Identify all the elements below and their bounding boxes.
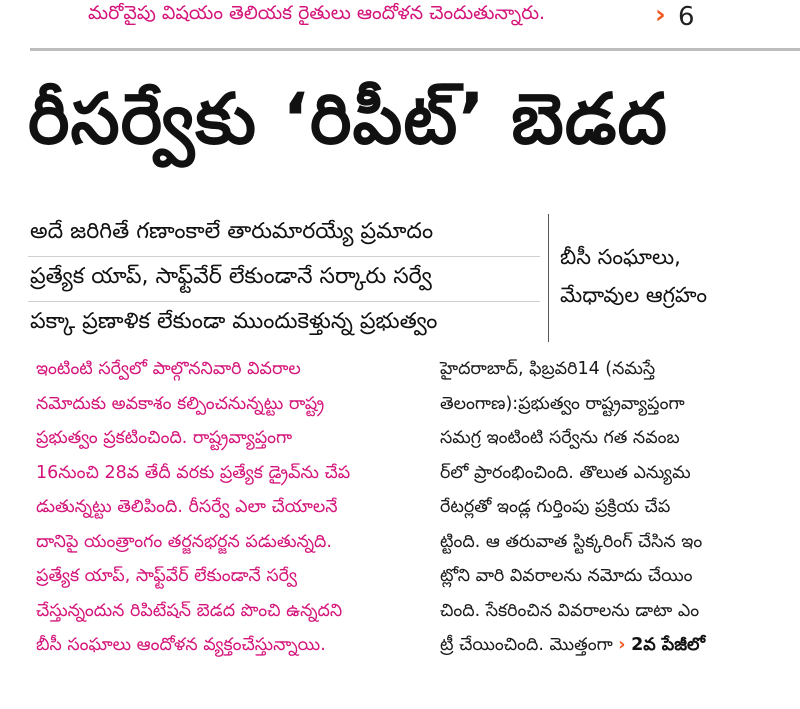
- text-line: ట్రీ చేయించింది. మొత్తంగా: [440, 635, 613, 655]
- side-deck: [560, 238, 707, 314]
- text-line: దానిపై యంత్రాంగం తర్జనభర్జన పడుతున్నది.: [36, 531, 332, 552]
- text-line: డుతున్నట్టు తెలిపింది. రీసర్వే ఎలా చేయాలనే: [36, 497, 338, 517]
- separator-rule: [30, 48, 800, 51]
- text-line: ప్రత్యేక యాప్, సాఫ్ట్‌వేర్ లేకుండానే సర్వే: [36, 566, 298, 586]
- left-column-text: [36, 352, 421, 663]
- text-line: ట్లోని వారి వివరాలను నమోదు చేయిం: [440, 566, 693, 586]
- teaser-page-number: 6: [678, 2, 695, 32]
- text-line: ర్‌లో ప్రారంభించింది. తొలుత ఎన్యుమ: [440, 462, 691, 483]
- text-line: సమగ్ర ఇంటింటి సర్వేను గత నవంబ: [440, 428, 680, 448]
- text-line-last: [440, 628, 780, 663]
- deck-line: ప్రత్యేక యాప్, సాఫ్ట్‌వేర్ లేకుండానే సర్కారు సర్వే: [28, 257, 540, 302]
- text-line: నమోదుకు అవకాశం కల్పించనున్నట్టు రాష్ట్ర: [36, 393, 325, 414]
- text-line: హైదరాబాద్, ఫిబ్రవరి14 (నమస్తే: [440, 359, 656, 379]
- text-line: చేస్తున్నందున రిపిటేషన్ బెడద పొంచి ఉన్నదని: [36, 600, 343, 621]
- continuation-link[interactable]: 2వ పేజీలో: [631, 635, 706, 655]
- side-deck-line: బీసీ సంఘాలు,: [560, 245, 681, 269]
- subheadline-decks: [28, 212, 540, 346]
- text-line: ట్టింది. ఆ తరువాత స్టిక్కరింగ్ చేసిన ఇం: [440, 531, 703, 552]
- headline: రీసర్వేకు ‘రిపీట్’ బెడద: [28, 78, 668, 160]
- side-deck-line: మేధావుల ఆగ్రహం: [560, 283, 708, 307]
- text-line: తెలంగాణ):ప్రభుత్వం రాష్ట్రవ్యాప్తంగా: [440, 393, 685, 414]
- chevron-right-icon: ›: [655, 0, 666, 30]
- text-line: ప్రభుత్వం ప్రకటించింది. రాష్ట్రవ్యాప్తంగా: [36, 428, 293, 448]
- top-teaser-strip: [0, 0, 800, 38]
- text-line: బీసీ సంఘాలు ఆందోళన వ్యక్తంచేస్తున్నాయి.: [36, 635, 326, 655]
- deck-line: పక్కా ప్రణాళిక లేకుండా ముందుకెళ్తున్న ప్రభుత్వం: [30, 309, 438, 334]
- text-line: 16నుంచి 28వ తేదీ వరకు ప్రత్యేక డ్రైవ్‌ను చేప: [36, 462, 351, 483]
- right-column-text: [440, 352, 780, 663]
- text-line: చింది. సేకరించిన వివరాలను డాటా ఎం: [440, 600, 700, 621]
- text-line: రేటర్లతో ఇండ్ల గుర్తింపు ప్రక్రియ చేప: [440, 497, 671, 517]
- deck-line: అదే జరిగితే గణాంకాలే తారుమారయ్యే ప్రమాదం: [28, 212, 540, 257]
- vertical-divider: [548, 214, 549, 342]
- chevron-right-icon: ›: [618, 635, 626, 655]
- teaser-text: మరోవైపు విషయం తెలియక రైతులు ఆందోళన చెందుతున్నారు.: [88, 2, 546, 24]
- text-line: ఇంటింటి సర్వేలో పాల్గొననివారి వివరాల: [36, 359, 301, 379]
